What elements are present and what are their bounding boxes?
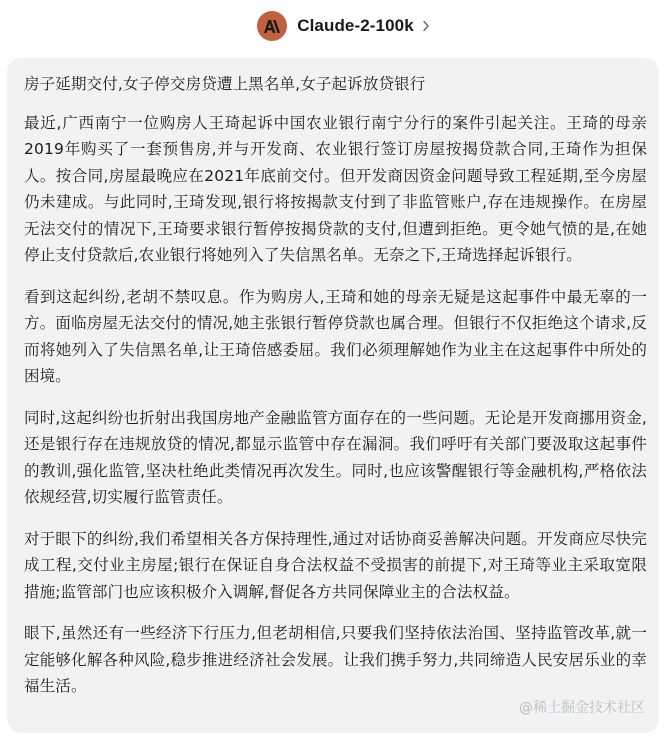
watermark-text: @稀土掘金技术社区 (519, 700, 645, 716)
message-paragraph: 看到这起纠纷,老胡不禁叹息。作为购房人,王琦和她的母亲无疑是这起事件中最无辜的一方。面临房屋无法交付的情况,她主张银行暂停贷款也属合理。但银行不仅拒绝这个请求,反而将她列入了失信黑名单,让王琦倍感委屈。我们必须理解她作为业主在这起事件中所处的困境。 (24, 287, 647, 385)
message-paragraph: 眼下,虽然还有一些经济下行压力,但老胡相信,只要我们坚持依法治国、坚持监管改革,就一定能够化解各种风险,稳步推进经济社会发展。让我们携手努力,共同缔造人民安居乐业的幸福生活。 (24, 624, 647, 695)
message-paragraph: 同时,这起纠纷也折射出我国房地产金融监管方面存在的一些问题。无论是开发商挪用资金,还是银行存在违规放贷的情况,都显示监管中存在漏洞。我们呼吁有关部门要汲取这起事件的教训,强化监管,坚决杜绝此类情况再次发生。同时,也应该警醒银行等金融机构,严格依法依规经营,切实履行监管责任。 (24, 408, 647, 506)
message-headline: 房子延期交付,女子停交房贷遭上黑名单,女子起诉放贷银行 (24, 75, 426, 93)
anthropic-logo-icon (264, 20, 280, 33)
message-paragraph: 对于眼下的纠纷,我们希望相关各方保持理性,通过对话协商妥善解决问题。开发商应尽快完成工程,交付业主房屋;银行在保证自身合法权益不受损害的前提下,对王琦等业主采取宽限措施;监管部门也应该积极介入调解,督促各方共同保障业主的合法权益。 (24, 529, 647, 601)
bot-selector[interactable] (241, 11, 430, 41)
message-paragraph: 最近,广西南宁一位购房人王琦起诉中国农业银行南宁分行的案件引起关注。王琦的母亲2019年购买了一套预售房,并与开发商、农业银行签订房屋按揭贷款合同,王琦作为担保人。按合同,房屋最晚应在2021年底前交付。但开发商因资金问题导致工程延期,至今房屋仍未建成。与此同时,王琦发现,银行将按揭款支付到了非监管账户,存在违规操作。在房屋无法交付的情况下,王琦要求银行暂停按揭贷款的支付,但遭到拒绝。更令她气愤的是,在她停止支付贷款后,农业银行将她列入了失信黑名单。无奈之下,王琦选择起诉银行。 (24, 113, 647, 264)
bot-message-bubble (7, 58, 659, 733)
chat-header (0, 0, 671, 52)
watermark (519, 697, 645, 717)
bot-name[interactable]: Claude-2-100k (297, 16, 414, 35)
chevron-right-icon[interactable] (422, 20, 430, 32)
bot-avatar[interactable] (257, 11, 287, 41)
